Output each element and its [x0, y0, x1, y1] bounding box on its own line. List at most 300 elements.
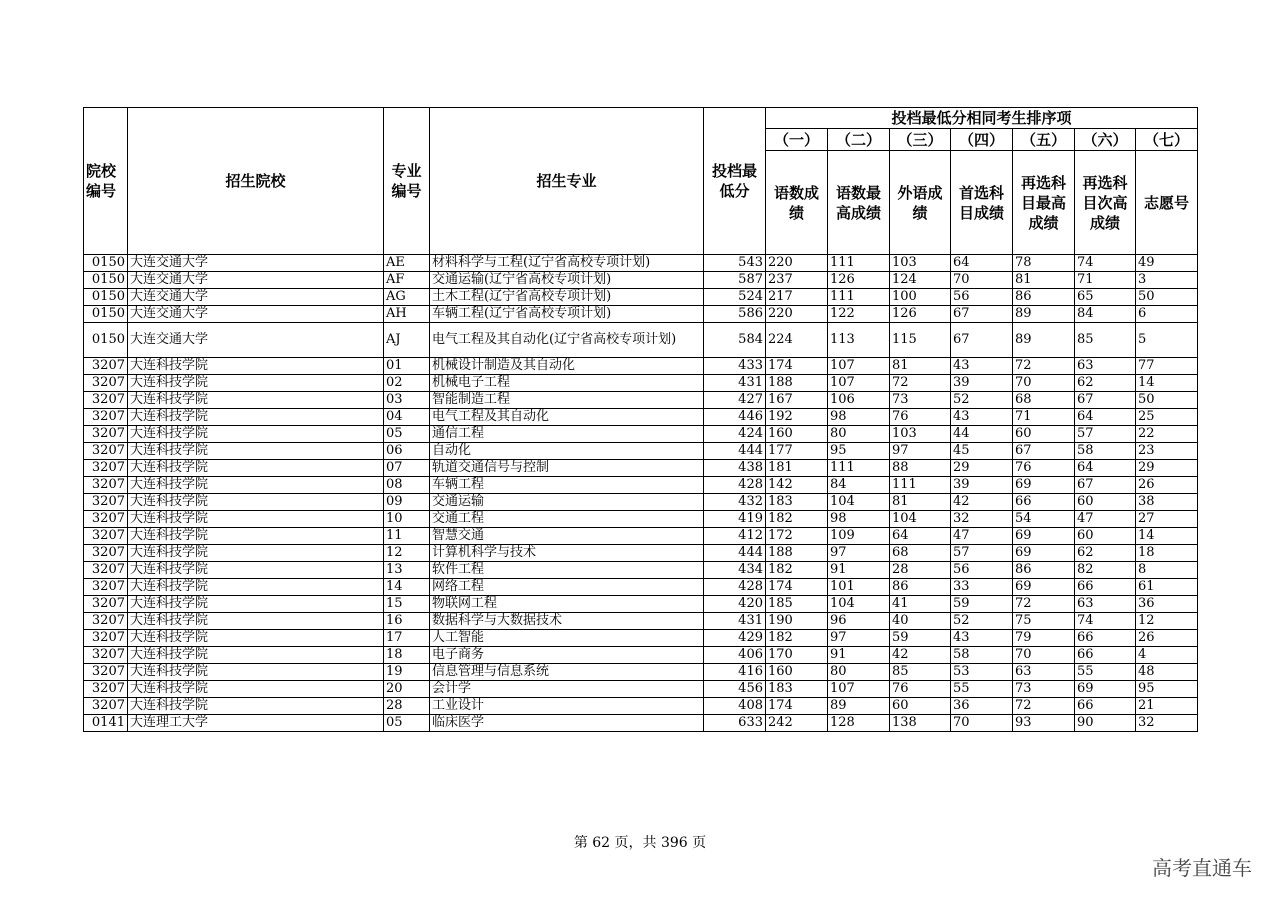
min-score-cell: 584 — [704, 323, 766, 358]
rank1-cell: 185 — [766, 596, 828, 613]
major-code-cell: 17 — [384, 630, 430, 647]
rank5-cell: 73 — [1013, 681, 1075, 698]
rank6-cell: 57 — [1075, 426, 1136, 443]
rank1-cell: 183 — [766, 494, 828, 511]
rank-label-header: 再选科目次高成绩 — [1075, 151, 1136, 255]
min-score-cell: 416 — [704, 664, 766, 681]
major-name-cell: 通信工程 — [430, 426, 704, 443]
major-name-cell: 车辆工程(辽宁省高校专项计划) — [430, 306, 704, 323]
school-code-cell: 0150 — [84, 306, 128, 323]
rank2-cell: 109 — [828, 528, 890, 545]
rank-number-header: （六） — [1075, 129, 1136, 151]
school-name-cell: 大连科技学院 — [128, 698, 384, 715]
rank2-cell: 113 — [828, 323, 890, 358]
major-name-cell: 电子商务 — [430, 647, 704, 664]
rank-number-header: （三） — [890, 129, 951, 151]
rank2-cell: 80 — [828, 664, 890, 681]
school-code-cell: 3207 — [84, 443, 128, 460]
major-name-cell: 计算机科学与技术 — [430, 545, 704, 562]
min-score-cell: 406 — [704, 647, 766, 664]
major-code-cell: 14 — [384, 579, 430, 596]
school-name-cell: 大连交通大学 — [128, 255, 384, 272]
rank4-cell: 43 — [951, 409, 1013, 426]
col-school-header: 招生院校 — [128, 108, 384, 255]
rank3-cell: 111 — [890, 477, 951, 494]
rank1-cell: 188 — [766, 375, 828, 392]
school-code-cell: 3207 — [84, 630, 128, 647]
major-name-cell: 交通工程 — [430, 511, 704, 528]
min-score-cell: 424 — [704, 426, 766, 443]
rank6-cell: 63 — [1075, 358, 1136, 375]
major-code-cell: 15 — [384, 596, 430, 613]
major-code-cell: AF — [384, 272, 430, 289]
school-name-cell: 大连交通大学 — [128, 323, 384, 358]
rank3-cell: 100 — [890, 289, 951, 306]
rank2-cell: 106 — [828, 392, 890, 409]
school-name-cell: 大连科技学院 — [128, 664, 384, 681]
rank3-cell: 126 — [890, 306, 951, 323]
rank4-cell: 33 — [951, 579, 1013, 596]
rank1-cell: 224 — [766, 323, 828, 358]
table-row — [84, 664, 1198, 681]
rank2-cell: 97 — [828, 630, 890, 647]
rank6-cell: 71 — [1075, 272, 1136, 289]
rank2-cell: 111 — [828, 255, 890, 272]
school-name-cell: 大连科技学院 — [128, 579, 384, 596]
rank2-cell: 84 — [828, 477, 890, 494]
table-row — [84, 358, 1198, 375]
min-score-cell: 586 — [704, 306, 766, 323]
major-code-cell: 16 — [384, 613, 430, 630]
major-code-cell: 03 — [384, 392, 430, 409]
rank1-cell: 190 — [766, 613, 828, 630]
major-name-cell: 智慧交通 — [430, 528, 704, 545]
rank2-cell: 126 — [828, 272, 890, 289]
major-code-cell: 08 — [384, 477, 430, 494]
watermark: 高考直通车 — [1152, 856, 1252, 880]
rank5-cell: 69 — [1013, 528, 1075, 545]
min-score-cell: 438 — [704, 460, 766, 477]
rank7-cell: 4 — [1136, 647, 1198, 664]
rank-label-header: 首选科目成绩 — [951, 151, 1013, 255]
school-name-cell: 大连科技学院 — [128, 562, 384, 579]
rank5-cell: 68 — [1013, 392, 1075, 409]
table-row — [84, 409, 1198, 426]
rank3-cell: 76 — [890, 409, 951, 426]
major-code-cell: 07 — [384, 460, 430, 477]
school-code-cell: 3207 — [84, 664, 128, 681]
rank6-cell: 62 — [1075, 375, 1136, 392]
rank2-cell: 107 — [828, 358, 890, 375]
rank1-cell: 182 — [766, 630, 828, 647]
table-row — [84, 255, 1198, 272]
rank3-cell: 138 — [890, 715, 951, 732]
rank5-cell: 69 — [1013, 579, 1075, 596]
rank3-cell: 59 — [890, 630, 951, 647]
major-code-cell: AH — [384, 306, 430, 323]
rank4-cell: 70 — [951, 272, 1013, 289]
rank7-cell: 21 — [1136, 698, 1198, 715]
rank3-cell: 40 — [890, 613, 951, 630]
major-code-cell: 01 — [384, 358, 430, 375]
rank1-cell: 160 — [766, 664, 828, 681]
rank-label-header: 志愿号 — [1136, 151, 1198, 255]
rank5-cell: 70 — [1013, 647, 1075, 664]
rank2-cell: 96 — [828, 613, 890, 630]
table-header — [84, 108, 1198, 255]
rank1-cell: 220 — [766, 306, 828, 323]
min-score-cell: 420 — [704, 596, 766, 613]
school-name-cell: 大连科技学院 — [128, 613, 384, 630]
table-row — [84, 272, 1198, 289]
min-score-cell: 429 — [704, 630, 766, 647]
school-code-cell: 3207 — [84, 409, 128, 426]
rank6-cell: 65 — [1075, 289, 1136, 306]
rank5-cell: 67 — [1013, 443, 1075, 460]
rank6-cell: 66 — [1075, 579, 1136, 596]
rank-number-header: （四） — [951, 129, 1013, 151]
min-score-cell: 427 — [704, 392, 766, 409]
school-name-cell: 大连科技学院 — [128, 358, 384, 375]
rank2-cell: 95 — [828, 443, 890, 460]
school-code-cell: 0141 — [84, 715, 128, 732]
major-name-cell: 物联网工程 — [430, 596, 704, 613]
rank2-cell: 111 — [828, 289, 890, 306]
rank4-cell: 56 — [951, 562, 1013, 579]
rank5-cell: 81 — [1013, 272, 1075, 289]
col-school-code-header: 院校编号 — [84, 108, 128, 255]
rank2-cell: 97 — [828, 545, 890, 562]
rank5-cell: 86 — [1013, 289, 1075, 306]
table-row — [84, 375, 1198, 392]
rank1-cell: 181 — [766, 460, 828, 477]
school-name-cell: 大连科技学院 — [128, 545, 384, 562]
major-name-cell: 网络工程 — [430, 579, 704, 596]
rank1-cell: 142 — [766, 477, 828, 494]
major-code-cell: 05 — [384, 426, 430, 443]
rank-label-header: 语数成绩 — [766, 151, 828, 255]
rank5-cell: 72 — [1013, 596, 1075, 613]
rank-label-header: 语数最高成绩 — [828, 151, 890, 255]
rank6-cell: 84 — [1075, 306, 1136, 323]
rank5-cell: 69 — [1013, 545, 1075, 562]
rank4-cell: 52 — [951, 392, 1013, 409]
rank6-cell: 64 — [1075, 460, 1136, 477]
rank1-cell: 182 — [766, 511, 828, 528]
rank7-cell: 26 — [1136, 630, 1198, 647]
rank3-cell: 103 — [890, 426, 951, 443]
school-name-cell: 大连交通大学 — [128, 289, 384, 306]
major-code-cell: AG — [384, 289, 430, 306]
major-name-cell: 自动化 — [430, 443, 704, 460]
rank4-cell: 67 — [951, 323, 1013, 358]
rank7-cell: 14 — [1136, 375, 1198, 392]
major-name-cell: 临床医学 — [430, 715, 704, 732]
min-score-cell: 431 — [704, 375, 766, 392]
table-row — [84, 715, 1198, 732]
min-score-cell: 444 — [704, 443, 766, 460]
rank5-cell: 89 — [1013, 323, 1075, 358]
table-row — [84, 647, 1198, 664]
rank7-cell: 23 — [1136, 443, 1198, 460]
school-code-cell: 0150 — [84, 323, 128, 358]
col-major-header: 招生专业 — [430, 108, 704, 255]
min-score-cell: 428 — [704, 579, 766, 596]
min-score-cell: 412 — [704, 528, 766, 545]
table-row — [84, 681, 1198, 698]
rank4-cell: 56 — [951, 289, 1013, 306]
min-score-cell: 543 — [704, 255, 766, 272]
rank1-cell: 242 — [766, 715, 828, 732]
major-code-cell: 28 — [384, 698, 430, 715]
school-name-cell: 大连科技学院 — [128, 460, 384, 477]
rank4-cell: 43 — [951, 358, 1013, 375]
table-row — [84, 511, 1198, 528]
rank6-cell: 62 — [1075, 545, 1136, 562]
rank3-cell: 76 — [890, 681, 951, 698]
rank5-cell: 72 — [1013, 358, 1075, 375]
rank4-cell: 44 — [951, 426, 1013, 443]
rank7-cell: 50 — [1136, 289, 1198, 306]
school-code-cell: 3207 — [84, 392, 128, 409]
rank5-cell: 93 — [1013, 715, 1075, 732]
rank7-cell: 29 — [1136, 460, 1198, 477]
rank2-cell: 128 — [828, 715, 890, 732]
rank2-cell: 104 — [828, 494, 890, 511]
rank6-cell: 67 — [1075, 392, 1136, 409]
rank1-cell: 237 — [766, 272, 828, 289]
rank3-cell: 41 — [890, 596, 951, 613]
school-name-cell: 大连科技学院 — [128, 409, 384, 426]
rank3-cell: 85 — [890, 664, 951, 681]
rank4-cell: 70 — [951, 715, 1013, 732]
rank-label-header: 再选科目最高成绩 — [1013, 151, 1075, 255]
school-code-cell: 3207 — [84, 460, 128, 477]
min-score-cell: 524 — [704, 289, 766, 306]
school-code-cell: 0150 — [84, 255, 128, 272]
rank4-cell: 32 — [951, 511, 1013, 528]
rank2-cell: 91 — [828, 562, 890, 579]
rank3-cell: 86 — [890, 579, 951, 596]
rank2-cell: 101 — [828, 579, 890, 596]
min-score-cell: 456 — [704, 681, 766, 698]
min-score-cell: 633 — [704, 715, 766, 732]
rank7-cell: 77 — [1136, 358, 1198, 375]
rank4-cell: 67 — [951, 306, 1013, 323]
rank6-cell: 69 — [1075, 681, 1136, 698]
rank2-cell: 98 — [828, 511, 890, 528]
table-row — [84, 323, 1198, 358]
min-score-cell: 446 — [704, 409, 766, 426]
rank6-cell: 66 — [1075, 698, 1136, 715]
school-name-cell: 大连科技学院 — [128, 477, 384, 494]
school-name-cell: 大连科技学院 — [128, 647, 384, 664]
rank3-cell: 73 — [890, 392, 951, 409]
rank2-cell: 107 — [828, 681, 890, 698]
major-name-cell: 人工智能 — [430, 630, 704, 647]
table-row — [84, 579, 1198, 596]
rank7-cell: 32 — [1136, 715, 1198, 732]
rank5-cell: 60 — [1013, 426, 1075, 443]
rank6-cell: 60 — [1075, 494, 1136, 511]
table-row — [84, 494, 1198, 511]
rank5-cell: 63 — [1013, 664, 1075, 681]
min-score-cell: 433 — [704, 358, 766, 375]
rank7-cell: 27 — [1136, 511, 1198, 528]
table-row — [84, 528, 1198, 545]
rank6-cell: 85 — [1075, 323, 1136, 358]
rank1-cell: 172 — [766, 528, 828, 545]
rank4-cell: 53 — [951, 664, 1013, 681]
rank5-cell: 72 — [1013, 698, 1075, 715]
school-code-cell: 3207 — [84, 545, 128, 562]
rank4-cell: 58 — [951, 647, 1013, 664]
rank4-cell: 55 — [951, 681, 1013, 698]
rank4-cell: 64 — [951, 255, 1013, 272]
rank3-cell: 103 — [890, 255, 951, 272]
rank7-cell: 6 — [1136, 306, 1198, 323]
rank2-cell: 122 — [828, 306, 890, 323]
rank3-cell: 97 — [890, 443, 951, 460]
page-footer: 第 62 页，共 396 页 — [573, 835, 707, 851]
rank3-cell: 115 — [890, 323, 951, 358]
school-name-cell: 大连科技学院 — [128, 596, 384, 613]
rank4-cell: 39 — [951, 477, 1013, 494]
rank4-cell: 39 — [951, 375, 1013, 392]
rank7-cell: 95 — [1136, 681, 1198, 698]
rank7-cell: 50 — [1136, 392, 1198, 409]
rank3-cell: 68 — [890, 545, 951, 562]
rank5-cell: 69 — [1013, 477, 1075, 494]
major-name-cell: 信息管理与信息系统 — [430, 664, 704, 681]
table-row — [84, 460, 1198, 477]
tiebreak-group-header: 投档最低分相同考生排序项 — [766, 108, 1198, 129]
major-code-cell: 11 — [384, 528, 430, 545]
rank7-cell: 49 — [1136, 255, 1198, 272]
rank2-cell: 104 — [828, 596, 890, 613]
rank3-cell: 64 — [890, 528, 951, 545]
min-score-cell: 587 — [704, 272, 766, 289]
rank1-cell: 177 — [766, 443, 828, 460]
rank3-cell: 104 — [890, 511, 951, 528]
rank3-cell: 72 — [890, 375, 951, 392]
rank-number-header: （一） — [766, 129, 828, 151]
rank7-cell: 14 — [1136, 528, 1198, 545]
table-row — [84, 613, 1198, 630]
rank5-cell: 71 — [1013, 409, 1075, 426]
major-code-cell: AE — [384, 255, 430, 272]
rank5-cell: 78 — [1013, 255, 1075, 272]
rank6-cell: 74 — [1075, 255, 1136, 272]
rank2-cell: 91 — [828, 647, 890, 664]
rank1-cell: 174 — [766, 579, 828, 596]
table-row — [84, 562, 1198, 579]
rank5-cell: 66 — [1013, 494, 1075, 511]
rank4-cell: 42 — [951, 494, 1013, 511]
major-name-cell: 电气工程及其自动化(辽宁省高校专项计划) — [430, 323, 704, 358]
major-code-cell: 18 — [384, 647, 430, 664]
school-name-cell: 大连科技学院 — [128, 443, 384, 460]
table-row — [84, 698, 1198, 715]
min-score-cell: 431 — [704, 613, 766, 630]
rank2-cell: 89 — [828, 698, 890, 715]
rank3-cell: 28 — [890, 562, 951, 579]
school-name-cell: 大连科技学院 — [128, 528, 384, 545]
rank7-cell: 3 — [1136, 272, 1198, 289]
school-code-cell: 0150 — [84, 289, 128, 306]
school-code-cell: 3207 — [84, 698, 128, 715]
rank-number-header: （七） — [1136, 129, 1198, 151]
rank1-cell: 170 — [766, 647, 828, 664]
major-name-cell: 机械设计制造及其自动化 — [430, 358, 704, 375]
rank4-cell: 59 — [951, 596, 1013, 613]
rank4-cell: 43 — [951, 630, 1013, 647]
rank6-cell: 60 — [1075, 528, 1136, 545]
rank5-cell: 75 — [1013, 613, 1075, 630]
school-name-cell: 大连科技学院 — [128, 681, 384, 698]
min-score-cell: 428 — [704, 477, 766, 494]
major-name-cell: 土木工程(辽宁省高校专项计划) — [430, 289, 704, 306]
major-name-cell: 交通运输(辽宁省高校专项计划) — [430, 272, 704, 289]
col-min-score-header: 投档最低分 — [704, 108, 766, 255]
school-code-cell: 3207 — [84, 681, 128, 698]
major-name-cell: 车辆工程 — [430, 477, 704, 494]
major-name-cell: 机械电子工程 — [430, 375, 704, 392]
rank3-cell: 124 — [890, 272, 951, 289]
school-code-cell: 3207 — [84, 647, 128, 664]
major-name-cell: 会计学 — [430, 681, 704, 698]
major-code-cell: 06 — [384, 443, 430, 460]
rank2-cell: 107 — [828, 375, 890, 392]
rank6-cell: 47 — [1075, 511, 1136, 528]
major-code-cell: 10 — [384, 511, 430, 528]
major-name-cell: 数据科学与大数据技术 — [430, 613, 704, 630]
school-code-cell: 3207 — [84, 477, 128, 494]
rank7-cell: 48 — [1136, 664, 1198, 681]
table-row — [84, 426, 1198, 443]
rank5-cell: 89 — [1013, 306, 1075, 323]
rank6-cell: 58 — [1075, 443, 1136, 460]
school-name-cell: 大连科技学院 — [128, 375, 384, 392]
rank7-cell: 38 — [1136, 494, 1198, 511]
school-code-cell: 0150 — [84, 272, 128, 289]
rank2-cell: 111 — [828, 460, 890, 477]
rank6-cell: 66 — [1075, 630, 1136, 647]
rank7-cell: 12 — [1136, 613, 1198, 630]
school-name-cell: 大连交通大学 — [128, 272, 384, 289]
table-row — [84, 630, 1198, 647]
rank7-cell: 36 — [1136, 596, 1198, 613]
min-score-cell: 408 — [704, 698, 766, 715]
rank7-cell: 26 — [1136, 477, 1198, 494]
rank4-cell: 57 — [951, 545, 1013, 562]
rank1-cell: 220 — [766, 255, 828, 272]
rank5-cell: 79 — [1013, 630, 1075, 647]
rank6-cell: 55 — [1075, 664, 1136, 681]
table-row — [84, 306, 1198, 323]
school-code-cell: 3207 — [84, 375, 128, 392]
rank4-cell: 29 — [951, 460, 1013, 477]
school-code-cell: 3207 — [84, 358, 128, 375]
rank7-cell: 18 — [1136, 545, 1198, 562]
rank6-cell: 63 — [1075, 596, 1136, 613]
min-score-cell: 432 — [704, 494, 766, 511]
rank6-cell: 74 — [1075, 613, 1136, 630]
rank1-cell: 188 — [766, 545, 828, 562]
rank6-cell: 66 — [1075, 647, 1136, 664]
rank1-cell: 160 — [766, 426, 828, 443]
table-body — [84, 255, 1198, 732]
